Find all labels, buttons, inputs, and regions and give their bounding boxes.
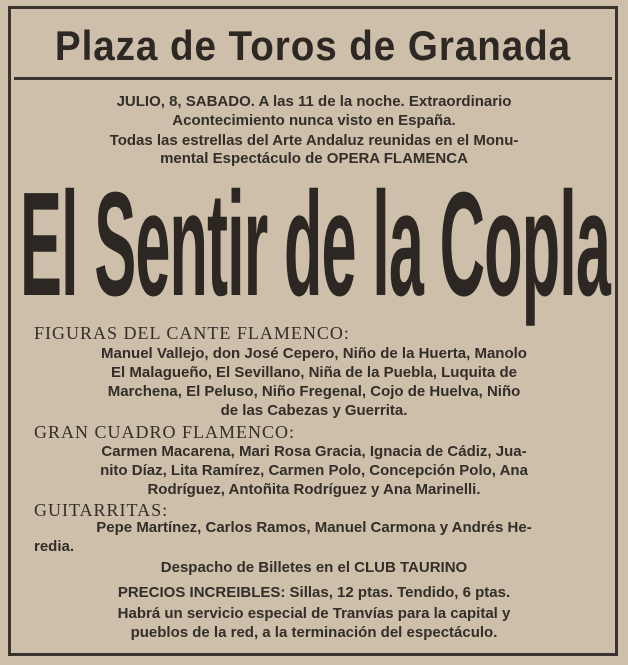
venue-title: Plaza de Toros de Granada [54,22,572,69]
cante-line: de las Cabezas y Guerrita. [220,402,408,419]
guitarras-line: redia. [34,538,75,555]
guitarras-heading: GUITARRITAS: [34,500,169,520]
intro-line-4: mental Espectáculo de OPERA FLAMENCA [160,150,468,167]
intro-line-1: JULIO, 8, SABADO. A las 11 de la noche. Extraordinario [116,93,512,110]
intro-line-3: Todas las estrellas del Arte Andaluz reunidas en el Monu- [109,132,519,149]
precios-line: PRECIOS INCREIBLES: Sillas, 12 ptas. Tendido, 6 ptas. [117,584,511,601]
cante-line: Manuel Vallejo, don José Cepero, Niño de la Huerta, Manolo [101,345,527,362]
cante-heading: FIGURAS DEL CANTE FLAMENCO: [34,323,350,343]
cuadro-line: nito Díaz, Lita Ramírez, Carmen Polo, Concepción Polo, Ana [100,462,528,479]
despacho-line: Despacho de Billetes en el CLUB TAURINO [160,559,468,576]
guitarras-line: Pepe Martínez, Carlos Ramos, Manuel Carmona y Andrés He- [96,519,532,536]
cante-line: El Malagueño, El Sevillano, Niña de la Puebla, Luquita de [111,364,517,381]
title-banner [14,14,612,80]
intro-line-2: Acontecimiento nunca visto en España. [172,112,456,129]
cuadro-heading: GRAN CUADRO FLAMENCO: [34,422,296,442]
cuadro-line: Carmen Macarena, Mari Rosa Gracia, Ignacia de Cádiz, Jua- [101,443,527,460]
tranvias-line-1: Habrá un servicio especial de Tranvías para la capital y [117,605,511,622]
cuadro-line: Rodríguez, Antoñita Rodríguez y Ana Marinelli. [147,481,481,498]
cante-line: Marchena, El Peluso, Niño Fregenal, Cojo de Huelva, Niño [107,383,521,400]
tranvias-line-2: pueblos de la red, a la terminación del espectáculo. [130,624,498,641]
show-title: El Sentir de la Copla [20,162,611,327]
